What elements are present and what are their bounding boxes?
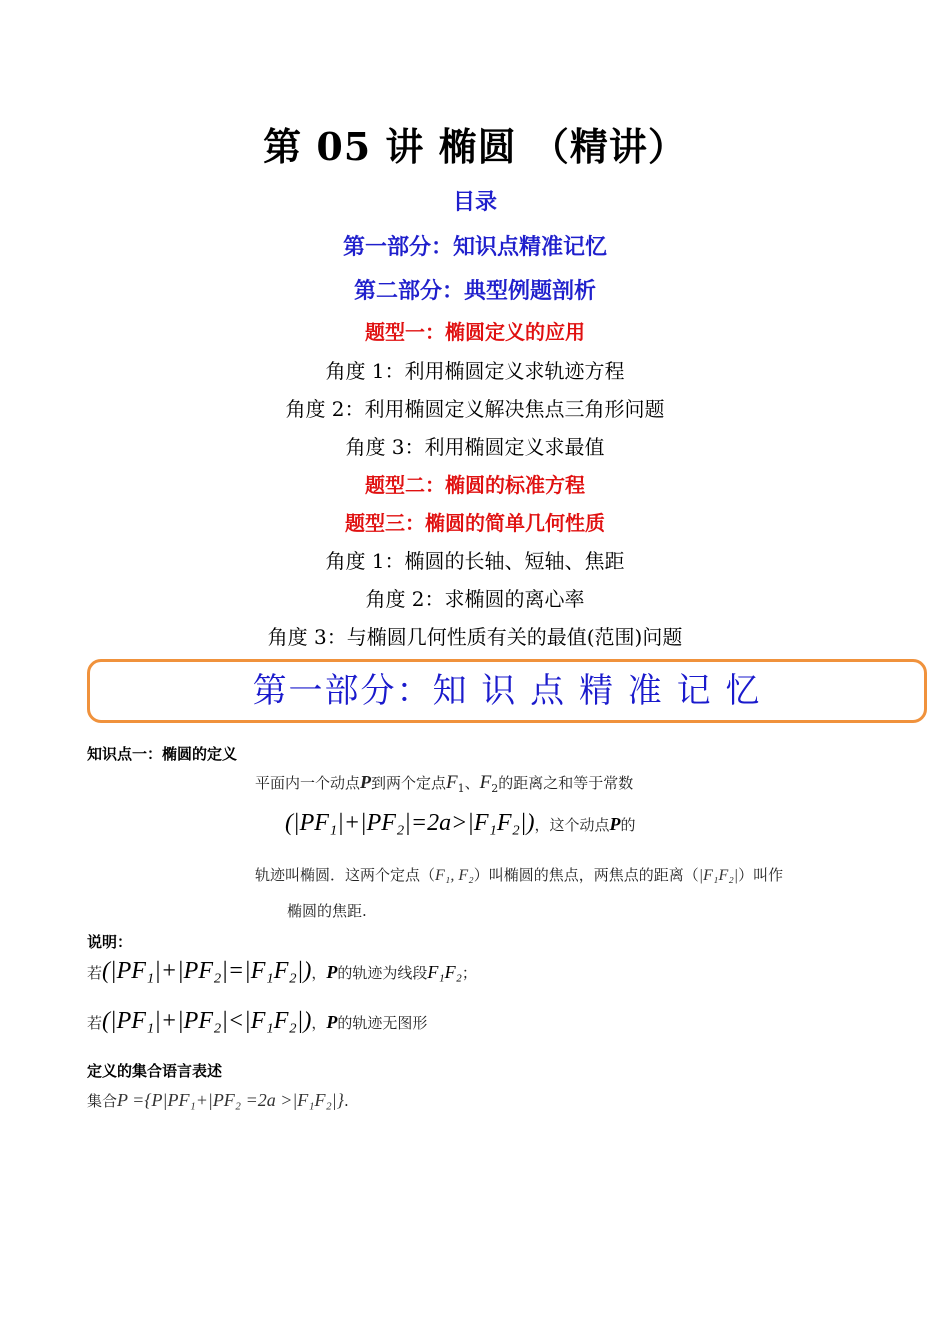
focal-distance: |F₁F₂| <box>698 867 739 884</box>
definition-line3-mid: ）叫椭圆的焦点，两焦点的距离（ <box>473 866 699 884</box>
definition-line3 <box>255 864 783 885</box>
case2-P: P <box>326 1012 338 1032</box>
toc-type3-angle1: 角度 1：椭圆的长轴、短轴、焦距 <box>325 549 625 573</box>
definition-formula: (|PF₁|+|PF₂|=2a>|F₁F₂|) <box>285 810 535 836</box>
case2-formula: (|PF₁|+|PF₂|<|F₁F₂|) <box>102 1008 312 1034</box>
focus-separator: 、 <box>464 774 480 792</box>
definition-line1: 平面内一个动点P到两个定点$F_1$、$F_2$的距离之和等于常数 <box>255 772 634 795</box>
toc-part1: 第一部分：知识点精准记忆 <box>342 234 607 260</box>
toc-type1: 题型一：椭圆定义的应用 <box>365 320 585 344</box>
toc-heading: 目录 <box>452 189 497 215</box>
explain-case1: 若(|PF₁|+|PF₂|=|F₁F₂|)，P的轨迹为线段F₁F₂； <box>87 958 477 984</box>
set-prefix: 集合 <box>87 1092 118 1110</box>
case2-text: 的轨迹无图形 <box>337 1014 428 1032</box>
definition-line3-text: 轨迹叫椭圆．这两个定点（ <box>255 866 436 884</box>
case1-prefix: 若 <box>87 964 103 982</box>
point-P: P <box>360 772 372 792</box>
definition-line1-prefix: 平面内一个动点 <box>255 774 361 792</box>
explain-label: 说明： <box>87 933 133 951</box>
definition-line4: 椭圆的焦距. <box>287 902 367 920</box>
set-definition <box>87 1090 349 1111</box>
definition-line3-end: ）叫作 <box>738 866 784 884</box>
page-title: 第 05 讲 椭圆 （精讲） <box>263 124 687 169</box>
toc-type1-angle1: 角度 1：利用椭圆定义求轨迹方程 <box>325 359 625 383</box>
toc-type2: 题型二：椭圆的标准方程 <box>365 473 585 497</box>
point-P-2: P <box>609 814 621 834</box>
set-label: 定义的集合语言表述 <box>87 1062 223 1080</box>
foci-pair: F₁, F₂ <box>435 867 474 884</box>
knowledge1-label: 知识点一：椭圆的定义 <box>87 745 238 763</box>
case1-formula: (|PF₁|+|PF₂|=|F₁F₂|) <box>102 958 312 984</box>
toc-type1-angle2: 角度 2：利用椭圆定义解决焦点三角形问题 <box>285 397 665 421</box>
case2-prefix: 若 <box>87 1014 103 1032</box>
section-banner: 第一部分：知 识 点 精 准 记 忆 <box>87 659 927 723</box>
set-end: . <box>343 1092 349 1110</box>
case1-segment: F₁F₂ <box>427 962 462 982</box>
case1-P: P <box>326 962 338 982</box>
definition-line1-mid: 到两个定点 <box>371 774 447 792</box>
toc-type3: 题型三：椭圆的简单几何性质 <box>345 511 605 535</box>
focus-F1: F <box>446 772 458 793</box>
explain-case2: 若(|PF₁|+|PF₂|<|F₁F₂|)，P的轨迹无图形 <box>87 1008 428 1034</box>
definition-line2-suffix: ，这个动点 <box>534 816 610 834</box>
toc-type3-angle2: 角度 2：求椭圆的离心率 <box>365 587 585 611</box>
definition-line1-suffix: 的距离之和等于常数 <box>498 774 634 792</box>
toc-type1-angle3: 角度 3：利用椭圆定义求最值 <box>345 435 605 459</box>
focus-F2: F <box>479 772 492 793</box>
toc-type3-angle3: 角度 3：与椭圆几何性质有关的最值(范围)问题 <box>267 625 683 649</box>
case1-end: ； <box>461 964 477 982</box>
definition-line2 <box>285 810 636 837</box>
definition-line2-end: 的 <box>620 816 636 834</box>
set-formula: P ={P|PF₁+|PF₂ =2a >|F₁F₂|} <box>117 1090 344 1110</box>
case1-text: 的轨迹为线段 <box>337 964 428 982</box>
toc-part2: 第二部分：典型例题剖析 <box>353 278 596 304</box>
